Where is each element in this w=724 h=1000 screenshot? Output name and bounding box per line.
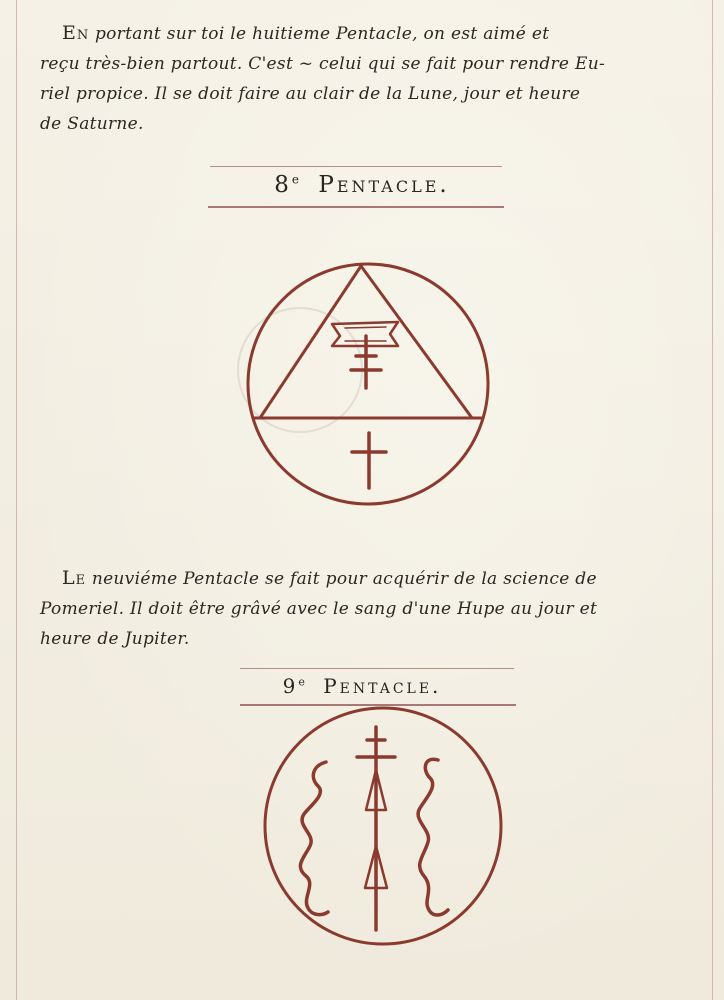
pentacle-8-cross [352,433,386,488]
paragraph-9-text-1: neuviéme Pentacle se fait pour acquérir de la science de [91,569,597,589]
pentacle-9-left-serpent [300,762,328,915]
pentacle-9-circle [265,708,501,944]
pentacle-9-right-serpent [418,759,448,915]
paragraph-8-text-1: portant sur toi le huitieme Pentacle, on est aimé et [94,24,550,44]
paragraph-9-line-2: Pomeriel. Il doit être grâvé avec le sang d'une Hupe au jour et [40,599,598,619]
heading-9-suffix: e [298,675,308,689]
heading-9-number: 9 [282,674,299,698]
heading-8-suffix: e [291,172,303,187]
paragraph-8-line-3: riel propice. Il se doit faire au clair de la Lune, jour et heure [40,84,581,104]
paragraph-8-lead: En [62,22,90,44]
pentacle-9-staff [357,727,395,930]
paragraph-9-lead: Le [62,567,87,589]
paragraph-8-line-2: reçu très-bien partout. C'est ~ celui qui se fait pour rendre Eu- [40,54,606,74]
heading-9-label: Pentacle. [323,674,442,698]
heading-8-number: 8 [274,172,292,198]
heading-8-label: Pentacle. [318,172,450,198]
pentacle-9-seal [265,708,501,944]
ghost-seal [238,308,362,432]
paragraph-8-line-4: de Saturne. [40,114,144,134]
paragraph-9-line-3: heure de Jupiter. [40,629,190,649]
pentacle-8-seal [248,264,488,504]
